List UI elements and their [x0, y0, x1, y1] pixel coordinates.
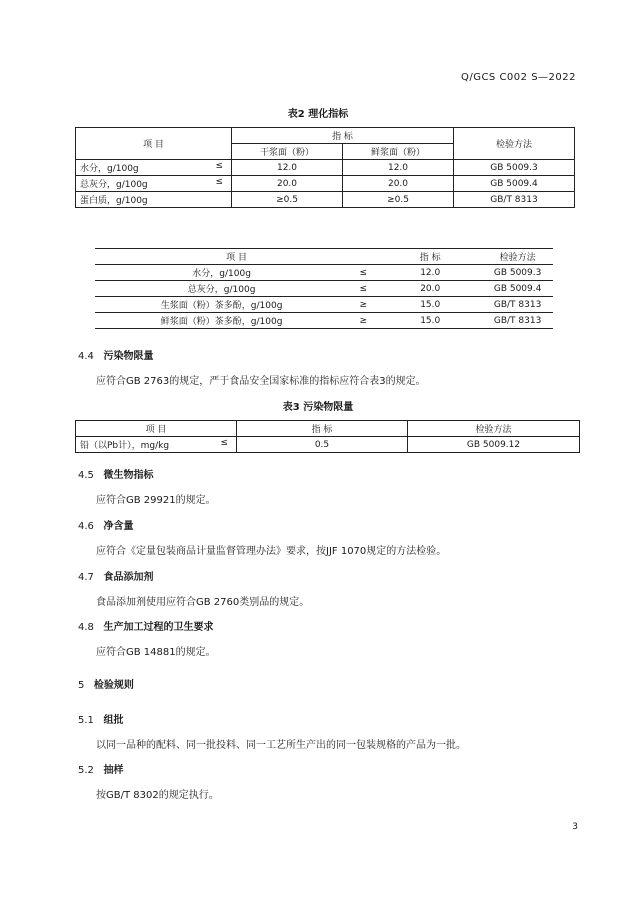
document-code: Q/GCS C002 S—2022: [460, 72, 576, 83]
table-row: 铅（以Pb计），mg/kg ≤ 0.5 GB 5009.12: [76, 437, 580, 453]
section-4-4-text: 应符合GB 2763的规定，严于食品安全国家标准的指标应符合表3的规定。: [96, 376, 426, 387]
section-5-2-text: 按GB/T 8302的规定执行。: [96, 790, 219, 801]
section-4-7-heading: 4.7 食品添加剂: [78, 572, 154, 583]
table2-caption: 表2 理化指标: [287, 109, 349, 120]
section-4-7-text: 食品添加剂使用应符合GB 2760类别品的规定。: [96, 597, 310, 608]
col-method: 检验方法: [454, 128, 575, 160]
section-5-2-heading: 5.2 抽样: [78, 765, 124, 776]
section-4-8-heading: 4.8 生产加工过程的卫生要求: [78, 622, 214, 633]
table-row: 总灰分，g/100g ≤ 20.0 GB 5009.4: [95, 281, 553, 297]
table-row: 总灰分，g/100g ≤ 20.0 20.0 GB 5009.4: [76, 176, 575, 192]
physchem-table: [75, 127, 575, 208]
table-row: 蛋白质，g/100g ≥0.5 ≥0.5 GB/T 8313: [76, 192, 575, 208]
page-number: 3: [572, 822, 578, 832]
section-5-1-heading: 5.1 组批: [78, 715, 124, 726]
col-sub1: 干浆面（粉）: [232, 144, 343, 160]
section-4-5-heading: 4.5 微生物指标: [78, 470, 154, 481]
section-5-1-text: 以同一品种的配料、同一批投料、同一工艺所生产出的同一包装规格的产品为一批。: [96, 740, 466, 751]
table-row: 生浆面（粉）茶多酚，g/100g ≥ 15.0 GB/T 8313: [95, 297, 553, 313]
section-4-6-text: 应符合《定量包装商品计量监督管理办法》要求，按JJF 1070规定的方法检验。: [96, 546, 447, 557]
col-sub2: 鲜浆面（粉）: [343, 144, 454, 160]
section-5-heading: 5 检验规则: [78, 680, 134, 691]
section-4-6-heading: 4.6 净含量: [78, 521, 134, 532]
col-indicator: 指 标: [232, 128, 454, 144]
section-4-4-heading: 4.4 污染物限量: [78, 351, 154, 362]
table3-caption: 表3 污染物限量: [282, 402, 354, 413]
table-row: 水分，g/100g ≤ 12.0 12.0 GB 5009.3: [76, 160, 575, 176]
section-4-5-text: 应符合GB 29921的规定。: [96, 495, 216, 506]
table-row: 鲜浆面（粉）茶多酚，g/100g ≥ 15.0 GB/T 8313: [95, 313, 553, 329]
col-item: 项 目: [76, 128, 232, 160]
section-4-8-text: 应符合GB 14881的规定。: [96, 647, 216, 658]
physchem-table-2: 项 目 指 标 检验方法 水分，g/100g ≤ 12.0 GB 5009.3 总灰分，g/100g ≤ 20.0 GB 5009.4 生浆面（粉）茶多酚，g/100g ≥ 15.0 GB/T 8313 鲜浆面（粉）茶多酚，g/100g ≥ 15.0 GB/T 8313: [95, 248, 553, 329]
table-row: 水分，g/100g ≤ 12.0 GB 5009.3: [95, 265, 553, 281]
contaminant-table: 项 目 指 标 检验方法 铅（以Pb计），mg/kg ≤ 0.5 GB 5009.12: [75, 420, 580, 453]
